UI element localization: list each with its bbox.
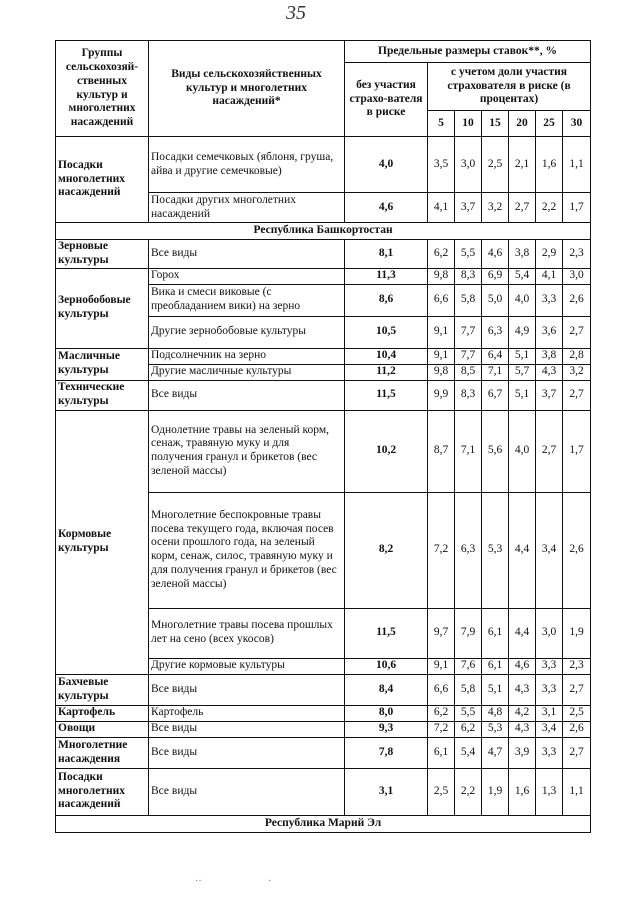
rate-value: 3,3 [536,658,563,674]
header-rates-title: Предельные размеры ставок**, % [345,41,591,63]
region-title: Республика Башкортостан [56,223,591,240]
base-rate: 11,2 [345,364,428,380]
group-name: Технические культуры [56,380,149,410]
rate-value: 7,1 [482,364,509,380]
header-crop: Виды сельскохозяйственных культур и многолетних насаждений* [149,41,345,137]
rate-value: 5,4 [509,268,536,284]
header-share: 5 [428,111,455,137]
rate-value: 6,1 [482,608,509,658]
rate-value: 2,7 [563,737,591,768]
region-row [56,815,591,832]
rate-value: 1,9 [482,768,509,815]
header-share: 10 [455,111,482,137]
rate-value: 6,3 [482,316,509,348]
table-row [56,348,591,364]
rate-value: 5,1 [509,380,536,410]
base-rate: 10,5 [345,316,428,348]
rate-value: 3,5 [428,137,455,193]
header-group: Группы сельскохозяй-ственных культур и многолетних насаждений [56,41,149,137]
rate-value: 2,6 [563,284,591,316]
rate-value: 3,7 [536,380,563,410]
rate-value: 5,1 [509,348,536,364]
table-row [56,705,591,721]
rate-value: 6,2 [455,721,482,737]
rate-value: 2,7 [536,410,563,492]
base-rate: 8,6 [345,284,428,316]
rate-value: 4,9 [509,316,536,348]
rate-value: 6,9 [482,268,509,284]
rate-value: 9,1 [428,658,455,674]
base-rate: 3,1 [345,768,428,815]
rate-value: 3,1 [536,705,563,721]
rate-value: 6,6 [428,674,455,705]
rate-value: 4,3 [509,674,536,705]
insurance-rates-table [55,40,591,833]
rate-value: 5,7 [509,364,536,380]
base-rate: 10,2 [345,410,428,492]
rate-value: 1,1 [563,137,591,193]
rate-value: 3,0 [455,137,482,193]
crop-name: Многолетние беспокровные травы посева текущего года, включая посев осени прошлого года, на зеленый корм, сенаж, силос, травяную муку и для получения гранул и брикетов (вес зеленой массы) [149,492,345,608]
rate-value: 3,3 [536,737,563,768]
rate-value: 3,2 [563,364,591,380]
rate-value: 9,1 [428,316,455,348]
rate-value: 4,6 [509,658,536,674]
base-rate: 8,0 [345,705,428,721]
rate-value: 4,4 [509,492,536,608]
rate-value: 3,4 [536,492,563,608]
crop-name: Все виды [149,674,345,705]
table-row [56,674,591,705]
header-without-participation: без участия страхо-вателя в риске [345,63,428,137]
rate-value: 4,3 [536,364,563,380]
rate-value: 4,6 [482,240,509,269]
rate-value: 3,7 [455,193,482,223]
rate-value: 2,2 [536,193,563,223]
scan-mark: · [268,876,272,887]
rate-value: 4,1 [428,193,455,223]
rate-value: 6,7 [482,380,509,410]
rate-value: 3,8 [509,240,536,269]
rate-value: 5,1 [482,674,509,705]
rate-value: 5,3 [482,492,509,608]
rate-value: 3,0 [563,268,591,284]
rate-value: 2,7 [509,193,536,223]
rate-value: 5,5 [455,240,482,269]
rate-value: 2,6 [563,492,591,608]
crop-name: Многолетние травы посева прошлых лет на сено (всех укосов) [149,608,345,658]
crop-name: Другие масличные культуры [149,364,345,380]
crop-name: Подсолнечник на зерно [149,348,345,364]
rate-value: 3,0 [536,608,563,658]
region-row [56,223,591,240]
group-name: Картофель [56,705,149,721]
rate-value: 2,7 [563,674,591,705]
rate-value: 9,9 [428,380,455,410]
header-share: 20 [509,111,536,137]
table-row [56,137,591,193]
rate-value: 3,4 [536,721,563,737]
rate-value: 1,3 [536,768,563,815]
rate-value: 1,7 [563,193,591,223]
crop-name: Другие зернобобовые культуры [149,316,345,348]
rate-value: 3,2 [482,193,509,223]
rate-value: 7,2 [428,721,455,737]
crop-name: Все виды [149,737,345,768]
rate-value: 5,4 [455,737,482,768]
rate-value: 1,7 [563,410,591,492]
rate-value: 1,1 [563,768,591,815]
group-name: Масличные культуры [56,348,149,380]
base-rate: 11,5 [345,608,428,658]
rate-value: 8,3 [455,380,482,410]
region-title: Республика Марий Эл [56,815,591,832]
rate-value: 7,2 [428,492,455,608]
rate-value: 4,0 [509,410,536,492]
group-name: Бахчевые культуры [56,674,149,705]
crop-name: Картофель [149,705,345,721]
rate-value: 2,6 [563,721,591,737]
rate-value: 7,6 [455,658,482,674]
rate-value: 8,7 [428,410,455,492]
base-rate: 7,8 [345,737,428,768]
rate-value: 5,6 [482,410,509,492]
crop-name: Посадки других многолетних насаждений [149,193,345,223]
scan-mark: ·· [195,876,202,887]
rate-value: 5,0 [482,284,509,316]
crop-name: Другие кормовые культуры [149,658,345,674]
base-rate: 10,6 [345,658,428,674]
table-row [56,380,591,410]
rate-value: 3,6 [536,316,563,348]
base-rate: 4,0 [345,137,428,193]
crop-name: Вика и смеси виковые (с преобладанием вики) на зерно [149,284,345,316]
rate-value: 6,1 [428,737,455,768]
rate-value: 5,3 [482,721,509,737]
base-rate: 4,6 [345,193,428,223]
crop-name: Однолетние травы на зеленый корм, сенаж, травяную муку и для получения гранул и брикетов (вес зеленой массы) [149,410,345,492]
rate-value: 6,2 [428,705,455,721]
rate-value: 5,8 [455,674,482,705]
rate-value: 4,4 [509,608,536,658]
rate-value: 9,8 [428,364,455,380]
base-rate: 10,4 [345,348,428,364]
rate-value: 9,8 [428,268,455,284]
base-rate: 8,4 [345,674,428,705]
table-row [56,268,591,284]
crop-name: Все виды [149,380,345,410]
rate-value: 3,9 [509,737,536,768]
rate-value: 6,4 [482,348,509,364]
header-share: 25 [536,111,563,137]
table-row [56,240,591,269]
rate-value: 2,2 [455,768,482,815]
rate-value: 2,5 [563,705,591,721]
header-share: 15 [482,111,509,137]
group-name: Посадки многолетних насаждений [56,768,149,815]
rate-value: 2,5 [428,768,455,815]
page-number: 35 [286,2,306,24]
rate-value: 3,8 [536,348,563,364]
group-name: Многолетние насаждения [56,737,149,768]
group-name: Овощи [56,721,149,737]
group-name: Зернобобовые культуры [56,268,149,348]
crop-name: Горох [149,268,345,284]
rate-value: 7,7 [455,348,482,364]
rate-value: 4,8 [482,705,509,721]
rate-value: 2,1 [509,137,536,193]
rate-value: 6,1 [482,658,509,674]
rate-value: 1,9 [563,608,591,658]
rate-value: 7,9 [455,608,482,658]
header-with-share: с учетом доли участия страхователя в риске (в процентах) [428,63,591,111]
rate-value: 3,3 [536,674,563,705]
rate-value: 2,7 [563,380,591,410]
rate-value: 7,1 [455,410,482,492]
rate-value: 5,8 [455,284,482,316]
rate-value: 1,6 [509,768,536,815]
rate-value: 2,3 [563,658,591,674]
rate-value: 4,1 [536,268,563,284]
rate-value: 7,7 [455,316,482,348]
rate-value: 2,8 [563,348,591,364]
group-name: Кормовые культуры [56,410,149,674]
rate-value: 8,3 [455,268,482,284]
rate-value: 2,7 [563,316,591,348]
rate-value: 2,9 [536,240,563,269]
rate-value: 2,3 [563,240,591,269]
base-rate: 8,2 [345,492,428,608]
crop-name: Все виды [149,721,345,737]
group-name: Посадки многолетних насаждений [56,137,149,223]
crop-name: Все виды [149,768,345,815]
rate-value: 5,5 [455,705,482,721]
table-row [56,410,591,492]
base-rate: 11,5 [345,380,428,410]
rate-value: 4,0 [509,284,536,316]
crop-name: Все виды [149,240,345,269]
rate-value: 4,3 [509,721,536,737]
rate-value: 8,5 [455,364,482,380]
rate-value: 6,3 [455,492,482,608]
header-share: 30 [563,111,591,137]
rate-value: 9,7 [428,608,455,658]
base-rate: 8,1 [345,240,428,269]
rate-value: 1,6 [536,137,563,193]
table-row [56,721,591,737]
rate-value: 4,2 [509,705,536,721]
table-row [56,737,591,768]
rate-value: 3,3 [536,284,563,316]
crop-name: Посадки семечковых (яблоня, груша, айва и другие семечковые) [149,137,345,193]
rate-value: 9,1 [428,348,455,364]
base-rate: 11,3 [345,268,428,284]
rate-value: 2,5 [482,137,509,193]
rate-value: 4,7 [482,737,509,768]
group-name: Зерновые культуры [56,240,149,269]
rate-value: 6,6 [428,284,455,316]
table-row [56,768,591,815]
rate-value: 6,2 [428,240,455,269]
base-rate: 9,3 [345,721,428,737]
